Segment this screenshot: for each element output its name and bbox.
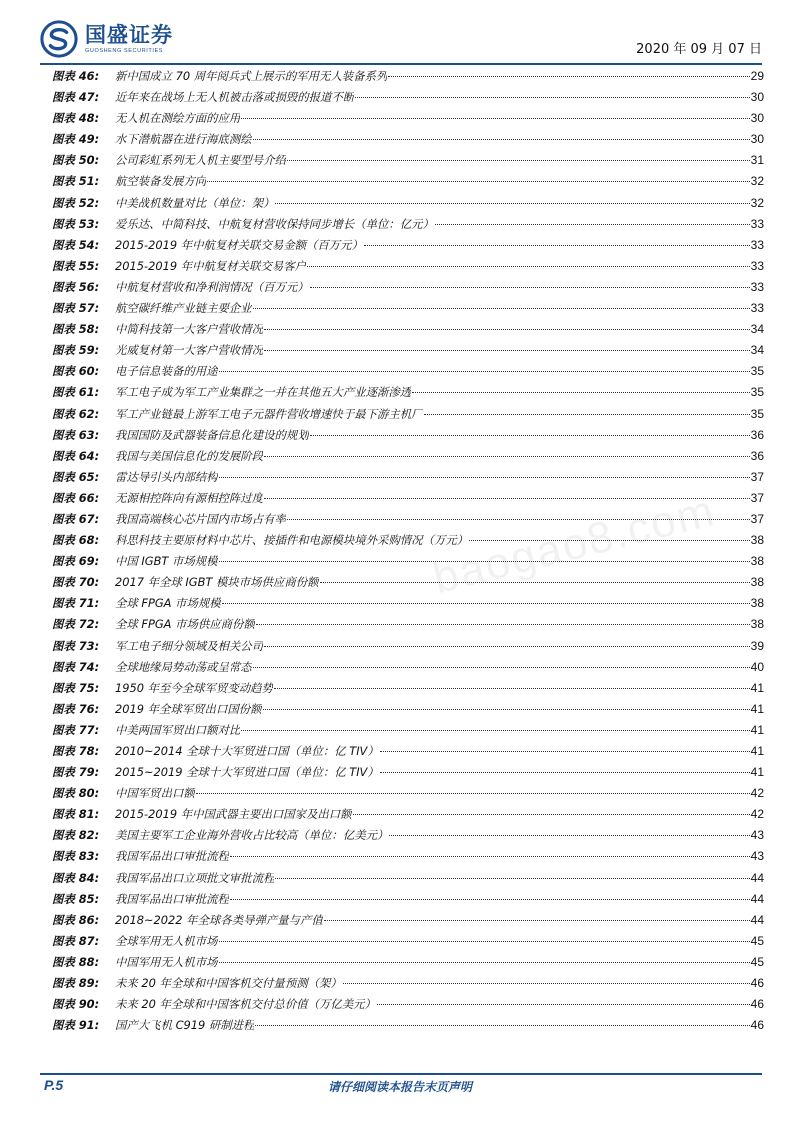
toc-entry-page[interactable]: 34 bbox=[750, 322, 764, 337]
toc-entry[interactable] bbox=[52, 678, 764, 699]
toc-entry[interactable] bbox=[52, 1015, 764, 1036]
toc-leader-dots bbox=[274, 688, 750, 689]
toc-entry-page[interactable]: 45 bbox=[750, 954, 764, 969]
toc-entry-label: 图表 47: bbox=[52, 90, 100, 105]
toc-entry-label: 图表 69: bbox=[52, 554, 100, 569]
toc-entry[interactable] bbox=[52, 889, 764, 910]
toc-entry-label: 图表 83: bbox=[52, 849, 100, 864]
page-number: P.5 bbox=[44, 1077, 64, 1093]
toc-leader-dots bbox=[241, 730, 749, 731]
toc-entry[interactable] bbox=[52, 488, 764, 509]
toc-entry-title[interactable]: 全球军用无人机市场 bbox=[115, 933, 218, 948]
toc-entry-page[interactable]: 41 bbox=[750, 722, 764, 737]
brand-name-en: GUOSHENG SECURITIES bbox=[85, 48, 164, 54]
toc-entry-title[interactable]: 公司彩虹系列无人机主要型号介绍 bbox=[115, 153, 286, 168]
toc-leader-dots bbox=[256, 624, 750, 625]
toc-leader-dots bbox=[324, 920, 750, 921]
toc-leader-dots bbox=[320, 582, 750, 583]
toc-leader-dots bbox=[287, 160, 750, 161]
toc-entry-label: 图表 62: bbox=[52, 406, 100, 421]
toc-entry-page[interactable]: 33 bbox=[750, 237, 764, 252]
toc-entry-page[interactable]: 38 bbox=[750, 575, 764, 590]
toc-entry-page[interactable]: 38 bbox=[750, 533, 764, 548]
toc-entry[interactable] bbox=[52, 762, 764, 783]
toc-entry-title[interactable]: 中国军用无人机市场 bbox=[115, 954, 218, 969]
toc-entry[interactable] bbox=[52, 994, 764, 1015]
toc-entry-page[interactable]: 37 bbox=[750, 490, 764, 505]
toc-entry-label: 图表 91: bbox=[52, 1018, 100, 1033]
watermark: baogao8.com bbox=[428, 485, 721, 604]
toc-entry-title[interactable]: 未来 20 年全球和中国客机交付总价值（万亿美元） bbox=[115, 997, 376, 1012]
toc-entry-page[interactable]: 40 bbox=[750, 659, 764, 674]
toc-entry-page[interactable]: 38 bbox=[750, 596, 764, 611]
toc-leader-dots bbox=[355, 97, 749, 98]
toc-entry-label: 图表 82: bbox=[52, 828, 100, 843]
toc-entry-title[interactable]: 中美两国军贸出口额对比 bbox=[115, 722, 241, 737]
toc-entry-page[interactable]: 30 bbox=[750, 132, 764, 147]
toc-leader-dots bbox=[264, 350, 750, 351]
toc-entry-label: 图表 72: bbox=[52, 617, 100, 632]
toc-entry-page[interactable]: 29 bbox=[750, 69, 764, 83]
toc-entry-title[interactable]: 近年来在战场上无人机被击落或损毁的报道不断 bbox=[115, 90, 355, 105]
toc-leader-dots bbox=[424, 414, 750, 415]
toc-entry-page[interactable]: 41 bbox=[750, 701, 764, 716]
toc-entry-label: 图表 77: bbox=[52, 722, 100, 737]
toc-entry[interactable] bbox=[52, 214, 764, 235]
toc-entry-page[interactable]: 42 bbox=[750, 807, 764, 822]
toc-leader-dots bbox=[388, 76, 749, 77]
toc-entry-title[interactable]: 新中国成立 70 周年阅兵式上展示的军用无人装备系列 bbox=[115, 69, 388, 83]
toc-entry[interactable] bbox=[52, 467, 764, 488]
toc-entry-label: 图表 73: bbox=[52, 638, 100, 653]
toc-entry-title[interactable]: 美国主要军工企业海外营收占比较高（单位：亿美元） bbox=[115, 828, 389, 843]
toc-entry-page[interactable]: 33 bbox=[750, 301, 764, 316]
toc-entry[interactable] bbox=[52, 108, 764, 129]
toc-entry-label: 图表 53: bbox=[52, 216, 100, 231]
toc-entry-page[interactable]: 46 bbox=[750, 1018, 764, 1033]
toc-entry-label: 图表 80: bbox=[52, 786, 100, 801]
toc-entry[interactable] bbox=[52, 825, 764, 846]
toc-entry[interactable] bbox=[52, 551, 764, 572]
toc-leader-dots bbox=[255, 1025, 749, 1026]
toc-entry-title[interactable]: 2018~2022 年全球各类导弹产量与产值 bbox=[115, 912, 323, 927]
toc-entry-title[interactable]: 未来 20 年全球和中国客机交付量预测（架） bbox=[115, 976, 342, 991]
toc-entry[interactable] bbox=[52, 87, 764, 108]
toc-entry-title[interactable]: 电子信息装备的用途 bbox=[115, 364, 218, 379]
toc-leader-dots bbox=[264, 456, 750, 457]
toc-entry-page[interactable]: 35 bbox=[750, 406, 764, 421]
toc-entry-label: 图表 49: bbox=[52, 132, 100, 147]
toc-entry-title[interactable]: 国产大飞机 C919 研制进程 bbox=[115, 1018, 255, 1033]
toc-entry-title[interactable]: 中美战机数量对比（单位：架） bbox=[115, 195, 275, 210]
toc-leader-dots bbox=[343, 983, 750, 984]
toc-leader-dots bbox=[380, 751, 750, 752]
toc-leader-dots bbox=[219, 561, 750, 562]
toc-leader-dots bbox=[222, 603, 750, 604]
toc-entry-label: 图表 67: bbox=[52, 511, 100, 526]
toc-entry-title[interactable]: 2017 年全球 IGBT 模块市场供应商份额 bbox=[115, 575, 319, 590]
toc-entry-label: 图表 81: bbox=[52, 807, 100, 822]
toc-entry-title[interactable]: 军工电子细分领域及相关公司 bbox=[115, 638, 264, 653]
toc-leader-dots bbox=[469, 540, 750, 541]
toc-leader-dots bbox=[264, 498, 750, 499]
report-date: 2020 年 09 月 07 日 bbox=[636, 42, 762, 57]
toc-leader-dots bbox=[253, 667, 750, 668]
toc-entry-label: 图表 63: bbox=[52, 427, 100, 442]
toc-entry-label: 图表 68: bbox=[52, 533, 100, 548]
toc-entry-page[interactable]: 43 bbox=[750, 849, 764, 864]
toc-entry-label: 图表 87: bbox=[52, 933, 100, 948]
toc-entry[interactable] bbox=[52, 846, 764, 867]
toc-entry[interactable] bbox=[52, 446, 764, 467]
toc-entry[interactable] bbox=[52, 256, 764, 277]
toc-entry[interactable] bbox=[52, 361, 764, 382]
toc-entry-label: 图表 88: bbox=[52, 954, 100, 969]
guosheng-logo-icon bbox=[40, 20, 78, 58]
toc-entry-label: 图表 50: bbox=[52, 153, 100, 168]
toc-entry-label: 图表 58: bbox=[52, 322, 100, 337]
toc-entry[interactable] bbox=[52, 193, 764, 214]
toc-entry[interactable] bbox=[52, 741, 764, 762]
toc-entry[interactable] bbox=[52, 952, 764, 973]
toc-entry-title[interactable]: 2015~2019 全球十大军贸进口国（单位：亿 TIV） bbox=[115, 765, 379, 780]
toc-entry-page[interactable]: 41 bbox=[750, 765, 764, 780]
toc-leader-dots bbox=[241, 118, 749, 119]
toc-entry[interactable] bbox=[52, 425, 764, 446]
toc-leader-dots bbox=[275, 203, 749, 204]
toc-entry-label: 图表 48: bbox=[52, 111, 100, 126]
toc-entry-page[interactable]: 36 bbox=[750, 427, 764, 442]
toc-entry-title[interactable]: 1950 年至今全球军贸变动趋势 bbox=[115, 680, 273, 695]
toc-entry-label: 图表 84: bbox=[52, 870, 100, 885]
figure-index-list bbox=[52, 66, 764, 1036]
toc-entry-title[interactable]: 水下潜航器在进行海底测绘 bbox=[115, 132, 252, 147]
toc-entry-page[interactable]: 45 bbox=[750, 933, 764, 948]
toc-leader-dots bbox=[230, 899, 750, 900]
toc-entry[interactable] bbox=[52, 593, 764, 614]
toc-entry-page[interactable]: 31 bbox=[750, 153, 764, 168]
toc-entry-title[interactable]: 军工电子成为军工产业集群之一并在其他五大产业逐渐渗透 bbox=[115, 385, 412, 400]
toc-entry-page[interactable]: 32 bbox=[750, 195, 764, 210]
brand-name-cn: 国盛证券 bbox=[85, 23, 173, 47]
toc-entry-label: 图表 52: bbox=[52, 195, 100, 210]
toc-entry-title[interactable]: 无源相控阵向有源相控阵过度 bbox=[115, 490, 264, 505]
toc-entry-title[interactable]: 2010~2014 全球十大军贸进口国（单位：亿 TIV） bbox=[115, 744, 379, 758]
toc-entry-title[interactable]: 我国高端核心芯片国内市场占有率 bbox=[115, 511, 286, 526]
toc-entry-title[interactable]: 光威复材第一大客户营收情况 bbox=[115, 343, 264, 358]
toc-entry-page[interactable]: 35 bbox=[750, 385, 764, 400]
toc-entry-title[interactable]: 军工产业链最上游军工电子元器件营收增速快于最下游主机厂 bbox=[115, 406, 423, 421]
toc-leader-dots bbox=[219, 941, 750, 942]
toc-entry-title[interactable]: 中航复材营收和净利润情况（百万元） bbox=[115, 279, 309, 294]
toc-entry[interactable] bbox=[52, 171, 764, 192]
toc-entry-label: 图表 54: bbox=[52, 237, 100, 252]
toc-entry-title[interactable]: 雷达导引头内部结构 bbox=[115, 469, 218, 484]
toc-entry-title[interactable]: 中国 IGBT 市场规模 bbox=[115, 554, 218, 569]
toc-entry[interactable] bbox=[52, 931, 764, 952]
toc-entry-title[interactable]: 全球 FPGA 市场供应商份额 bbox=[115, 617, 255, 632]
toc-leader-dots bbox=[275, 878, 749, 879]
toc-entry-label: 图表 76: bbox=[52, 701, 100, 716]
toc-entry-page[interactable]: 30 bbox=[750, 90, 764, 105]
toc-entry-page[interactable]: 43 bbox=[750, 828, 764, 843]
toc-entry-label: 图表 66: bbox=[52, 490, 100, 505]
toc-entry[interactable] bbox=[52, 699, 764, 720]
toc-leader-dots bbox=[219, 962, 750, 963]
toc-entry[interactable] bbox=[52, 804, 764, 825]
footer-divider bbox=[40, 1073, 762, 1075]
toc-leader-dots bbox=[287, 519, 750, 520]
toc-entry-label: 图表 60: bbox=[52, 364, 100, 379]
toc-entry[interactable] bbox=[52, 404, 764, 425]
toc-entry-label: 图表 61: bbox=[52, 385, 100, 400]
toc-leader-dots bbox=[253, 308, 750, 309]
toc-leader-dots bbox=[307, 266, 750, 267]
toc-entry-label: 图表 46: bbox=[52, 69, 100, 83]
toc-entry[interactable] bbox=[52, 910, 764, 931]
toc-entry[interactable] bbox=[52, 614, 764, 635]
toc-entry-page[interactable]: 39 bbox=[750, 638, 764, 653]
toc-entry-page[interactable]: 38 bbox=[750, 554, 764, 569]
toc-entry[interactable] bbox=[52, 720, 764, 741]
toc-entry-title[interactable]: 2015-2019 年中航复材关联交易金额（百万元） bbox=[115, 237, 363, 252]
toc-entry-title[interactable]: 全球 FPGA 市场规模 bbox=[115, 596, 221, 611]
toc-leader-dots bbox=[263, 709, 750, 710]
toc-leader-dots bbox=[435, 224, 750, 225]
toc-entry-title[interactable]: 航空碳纤维产业链主要企业 bbox=[115, 301, 252, 316]
toc-entry-page[interactable]: 41 bbox=[750, 744, 764, 758]
toc-leader-dots bbox=[364, 245, 750, 246]
toc-entry[interactable] bbox=[52, 298, 764, 319]
page-header bbox=[0, 0, 800, 66]
toc-entry-title[interactable]: 无人机在测绘方面的应用 bbox=[115, 111, 241, 126]
toc-entry-title[interactable]: 爱乐达、中简科技、中航复材营收保持同步增长（单位：亿元） bbox=[115, 216, 434, 231]
toc-leader-dots bbox=[380, 772, 750, 773]
toc-entry-page[interactable]: 36 bbox=[750, 448, 764, 463]
toc-entry-label: 图表 74: bbox=[52, 659, 100, 674]
toc-entry-title[interactable]: 我国军品出口审批流程 bbox=[115, 849, 229, 864]
toc-entry-title[interactable]: 我国国防及武器装备信息化建设的规划 bbox=[115, 427, 309, 442]
toc-entry-title[interactable]: 2015-2019 年中航复材关联交易客户 bbox=[115, 258, 307, 273]
toc-entry-label: 图表 86: bbox=[52, 912, 100, 927]
toc-entry-page[interactable]: 41 bbox=[750, 680, 764, 695]
toc-entry-label: 图表 71: bbox=[52, 596, 100, 611]
toc-entry[interactable] bbox=[52, 150, 764, 171]
toc-leader-dots bbox=[196, 793, 750, 794]
toc-leader-dots bbox=[207, 181, 750, 182]
toc-entry-page[interactable]: 37 bbox=[750, 469, 764, 484]
toc-entry-label: 图表 85: bbox=[52, 891, 100, 906]
toc-leader-dots bbox=[219, 477, 750, 478]
footer-disclaimer: 请仔细阅读本报告末页声明 bbox=[327, 1080, 472, 1094]
toc-entry-page[interactable]: 33 bbox=[750, 258, 764, 273]
toc-entry-title[interactable]: 我国军品出口立项批文审批流程 bbox=[115, 870, 275, 885]
toc-entry[interactable] bbox=[52, 277, 764, 298]
toc-entry-page[interactable]: 46 bbox=[750, 976, 764, 991]
toc-leader-dots bbox=[264, 329, 750, 330]
toc-entry-label: 图表 75: bbox=[52, 680, 100, 695]
toc-entry-page[interactable]: 44 bbox=[750, 870, 764, 885]
toc-entry-label: 图表 56: bbox=[52, 279, 100, 294]
toc-entry[interactable] bbox=[52, 783, 764, 804]
toc-entry-label: 图表 89: bbox=[52, 976, 100, 991]
toc-entry[interactable] bbox=[52, 636, 764, 657]
toc-leader-dots bbox=[230, 856, 750, 857]
toc-entry[interactable] bbox=[52, 340, 764, 361]
toc-leader-dots bbox=[389, 835, 749, 836]
toc-leader-dots bbox=[353, 814, 750, 815]
toc-entry-label: 图表 78: bbox=[52, 744, 100, 758]
toc-entry-page[interactable]: 33 bbox=[750, 279, 764, 294]
toc-entry[interactable] bbox=[52, 66, 764, 87]
toc-entry-title[interactable]: 我国军品出口审批流程 bbox=[115, 891, 229, 906]
toc-entry[interactable] bbox=[52, 319, 764, 340]
toc-entry[interactable] bbox=[52, 868, 764, 889]
toc-entry-page[interactable]: 38 bbox=[750, 617, 764, 632]
toc-entry-label: 图表 55: bbox=[52, 258, 100, 273]
toc-entry[interactable] bbox=[52, 657, 764, 678]
toc-entry-page[interactable]: 30 bbox=[750, 111, 764, 126]
toc-entry-page[interactable]: 42 bbox=[750, 786, 764, 801]
toc-entry[interactable] bbox=[52, 530, 764, 551]
toc-entry-page[interactable]: 33 bbox=[750, 216, 764, 231]
toc-entry-title[interactable]: 科思科技主要原材料中芯片、接插件和电源模块境外采购情况（万元） bbox=[115, 533, 469, 548]
toc-entry[interactable] bbox=[52, 129, 764, 150]
header-divider bbox=[40, 63, 762, 65]
toc-entry-label: 图表 65: bbox=[52, 469, 100, 484]
toc-entry[interactable] bbox=[52, 382, 764, 403]
toc-entry-label: 图表 59: bbox=[52, 343, 100, 358]
toc-leader-dots bbox=[310, 435, 750, 436]
toc-entry-title[interactable]: 中简科技第一大客户营收情况 bbox=[115, 322, 264, 337]
toc-leader-dots bbox=[264, 646, 750, 647]
toc-entry-page[interactable]: 34 bbox=[750, 343, 764, 358]
toc-entry[interactable] bbox=[52, 572, 764, 593]
toc-entry[interactable] bbox=[52, 973, 764, 994]
toc-entry-page[interactable]: 44 bbox=[750, 912, 764, 927]
toc-leader-dots bbox=[377, 1004, 750, 1005]
toc-entry-title[interactable]: 航空装备发展方向 bbox=[115, 174, 207, 189]
toc-entry-label: 图表 51: bbox=[52, 174, 100, 189]
toc-entry-title[interactable]: 中国军贸出口额 bbox=[115, 786, 195, 801]
toc-leader-dots bbox=[253, 139, 750, 140]
toc-leader-dots bbox=[412, 392, 749, 393]
toc-entry-label: 图表 70: bbox=[52, 575, 100, 590]
toc-entry[interactable] bbox=[52, 235, 764, 256]
toc-entry-label: 图表 90: bbox=[52, 997, 100, 1012]
toc-entry-title[interactable]: 2015-2019 年中国武器主要出口国家及出口额 bbox=[115, 807, 352, 822]
toc-entry-title[interactable]: 2019 年全球军贸出口国份额 bbox=[115, 701, 262, 716]
toc-entry-page[interactable]: 46 bbox=[750, 997, 764, 1012]
toc-entry-label: 图表 79: bbox=[52, 765, 100, 780]
toc-leader-dots bbox=[219, 371, 750, 372]
toc-entry-page[interactable]: 35 bbox=[750, 364, 764, 379]
toc-entry-title[interactable]: 全球地缘局势动荡或呈常态 bbox=[115, 659, 252, 674]
brand-logo bbox=[40, 20, 173, 58]
toc-entry[interactable] bbox=[52, 509, 764, 530]
toc-entry-title[interactable]: 我国与美国信息化的发展阶段 bbox=[115, 448, 264, 463]
toc-entry-page[interactable]: 44 bbox=[750, 891, 764, 906]
toc-leader-dots bbox=[310, 287, 750, 288]
toc-entry-label: 图表 57: bbox=[52, 301, 100, 316]
toc-entry-page[interactable]: 37 bbox=[750, 511, 764, 526]
toc-entry-label: 图表 64: bbox=[52, 448, 100, 463]
toc-entry-page[interactable]: 32 bbox=[750, 174, 764, 189]
